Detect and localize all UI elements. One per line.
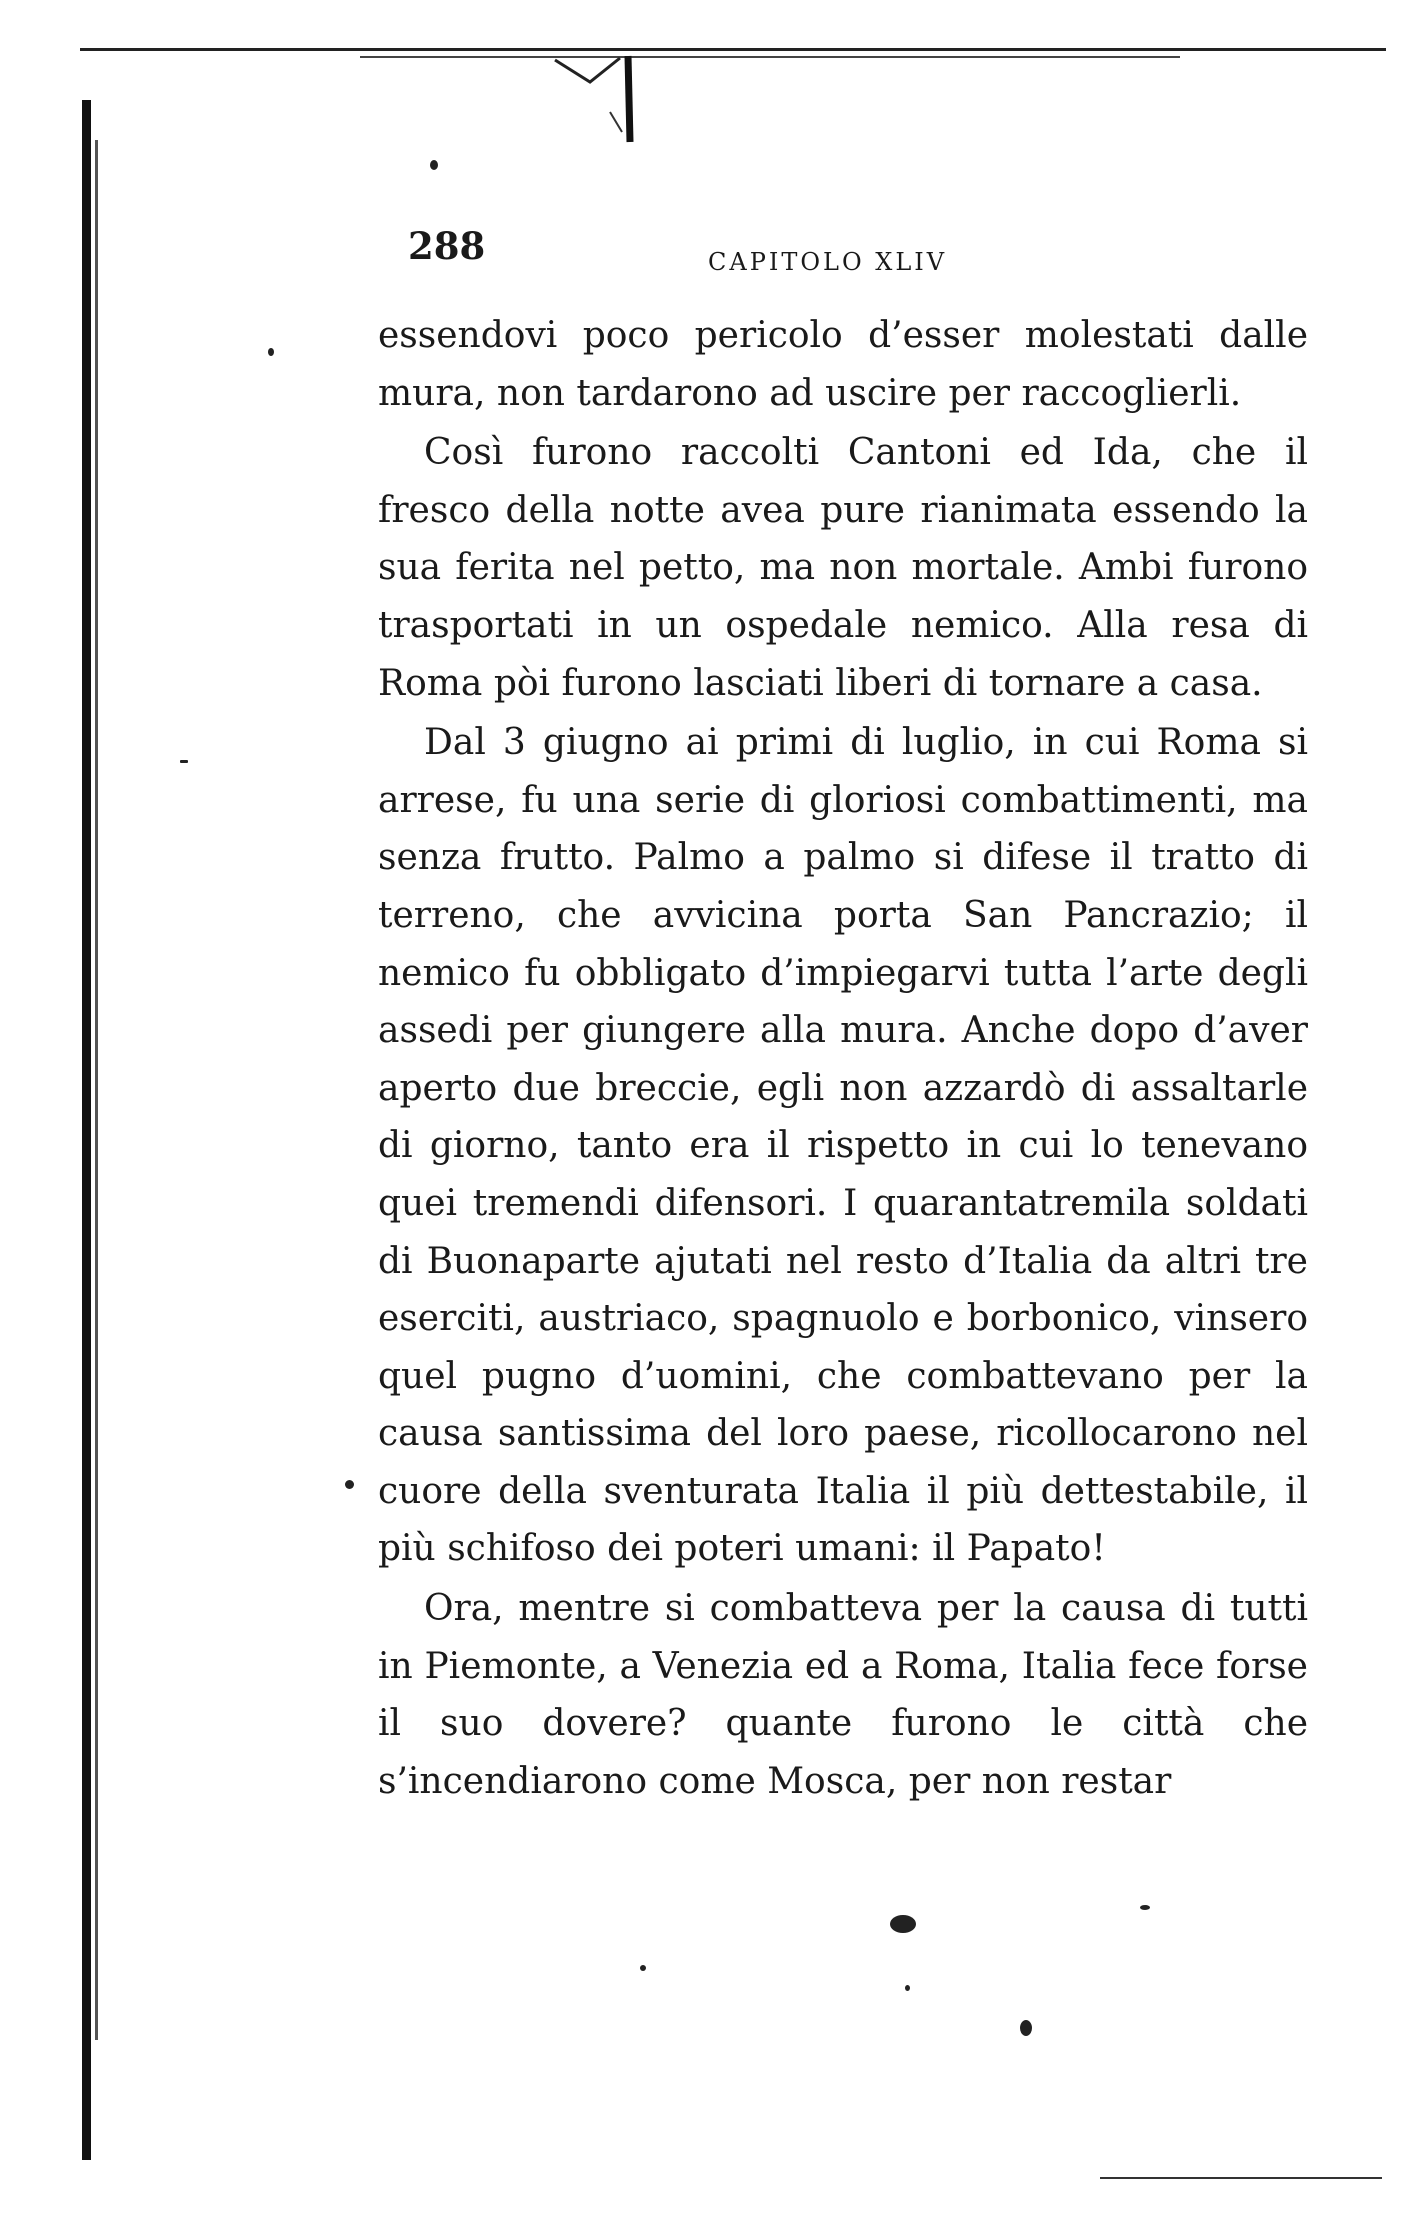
scan-speck xyxy=(640,1965,646,1971)
scan-top-rule-secondary xyxy=(360,56,1180,58)
scan-speck xyxy=(180,760,188,763)
scan-speck xyxy=(430,160,438,170)
body-text xyxy=(378,307,1308,1810)
paragraph: essendovi poco pericolo d’esser molestati dalle mura, non tardarono ad uscire per raccoglierli. xyxy=(378,315,1308,414)
page-number: 288 xyxy=(408,224,486,268)
scan-speck xyxy=(345,1480,354,1489)
running-head: CAPITOLO XLIV xyxy=(708,248,948,276)
paragraph: Così furono raccolti Cantoni ed Ida, che il fresco della notte avea pure rianimata essendo la sua ferita nel petto, ma non mortale. Ambi furono trasportati in un ospedale nemico. Alla resa di Roma pòi furono lasciati liberi di tornare a casa. xyxy=(378,432,1308,704)
scan-top-rule xyxy=(80,48,1386,51)
scan-speck xyxy=(268,348,274,356)
scan-speck xyxy=(1140,1905,1150,1910)
scan-speck xyxy=(890,1915,916,1933)
scan-left-binding-shadow xyxy=(95,140,98,2040)
paragraph: Ora, mentre si combatteva per la causa di tutti in Piemonte, a Venezia ed a Roma, Italia fece forse il suo dovere? quante furono le città che s’incendiarono come Mosca, per non restar xyxy=(378,1588,1308,1802)
scan-speck xyxy=(1020,2020,1032,2036)
scan-tear-mark xyxy=(550,52,640,147)
scan-speck xyxy=(905,1985,910,1991)
scan-bottom-rule xyxy=(1100,2177,1382,2179)
scan-left-binding-edge xyxy=(82,100,91,2160)
paragraph: Dal 3 giugno ai primi di luglio, in cui Roma si arrese, fu una serie di gloriosi combattimenti, ma senza frutto. Palmo a palmo si difese il tratto di terreno, che avvicina porta San Pancrazio; il nemico fu obbligato d’impiegarvi tutta l’arte degli assedi per giungere alla mura. Anche dopo d’aver aperto due breccie, egli non azzardò di assaltarle di giorno, tanto era il rispetto in cui lo tenevano quei tremendi difensori. I quarantatremila soldati di Buonaparte ajutati nel resto d’Italia da altri tre eserciti, austriaco, spagnuolo e borbonico, vinsero quel pugno d’uomini, che combattevano per la causa santissima del loro paese, ricollocarono nel cuore della sventurata Italia il più dettestabile, il più schifoso dei poteri umani: il Papato! xyxy=(378,722,1308,1570)
